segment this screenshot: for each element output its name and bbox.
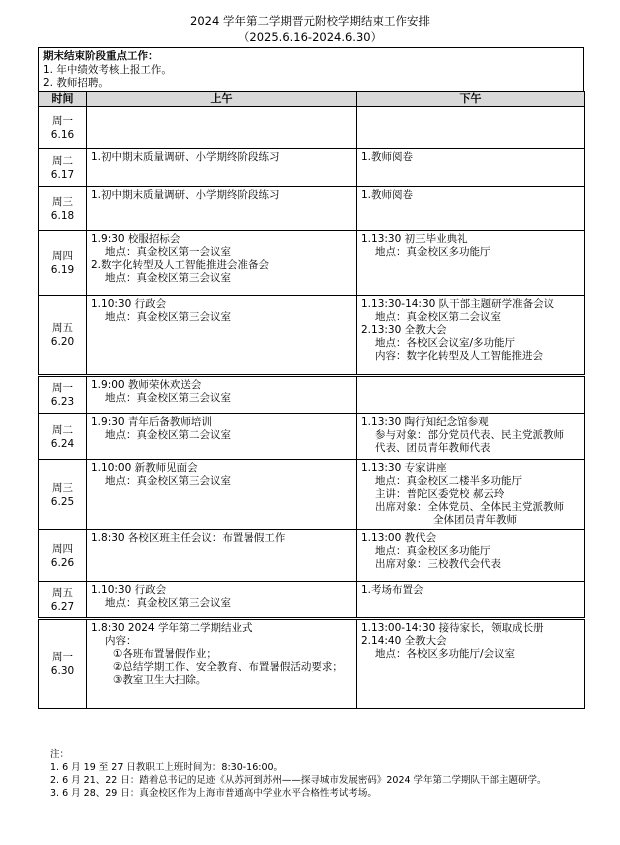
- afternoon-cell: [357, 187, 585, 231]
- schedule-entry: 地点：各校区多功能厅/会议室: [375, 648, 516, 660]
- date: 6.19: [50, 264, 75, 276]
- weekday: 周四: [52, 250, 73, 262]
- header-morning: 上午: [87, 92, 357, 107]
- morning-cell: [87, 187, 357, 231]
- schedule-entry: ②总结学期工作、安全教育、布置暑假活动要求；: [113, 661, 343, 673]
- day-cell: [39, 530, 87, 582]
- note-item: 2. 6 月 21、22 日：踏着总书记的足迹《从苏河到苏州——探寻城市发展密码》2024 学年第二学期队干部主题研学。: [50, 775, 547, 786]
- day-cell: [39, 231, 87, 296]
- schedule-entry: 1.13:30 专家讲座: [361, 462, 447, 474]
- morning-cell: [87, 530, 357, 582]
- schedule-entry: 1.教师阅卷: [361, 151, 414, 163]
- weekday: 周三: [52, 195, 73, 208]
- schedule-entry: 地点：各校区会议室/多功能厅: [375, 337, 516, 349]
- date: 6.16: [50, 128, 75, 141]
- schedule-entry: 1.8:30 各校区班主任会议：布置暑假工作: [91, 532, 286, 544]
- date: 6.20: [50, 336, 75, 348]
- schedule-entry: 地点：真金校区二楼半多功能厅: [375, 475, 522, 487]
- day-cell: [39, 414, 87, 460]
- schedule-entry: 2.数字化转型及人工智能推进会准备会: [91, 259, 270, 271]
- schedule-entry: 地点：真金校区第三会议室: [105, 475, 231, 487]
- schedule-entry: 1.9:30 校服招标会: [91, 233, 181, 245]
- schedule-entry: 1.13:00 教代会: [361, 532, 437, 544]
- schedule-entry: ①各班布置暑假作业；: [113, 648, 217, 660]
- weekday: 周二: [52, 154, 73, 167]
- schedule-entry: 1.初中期末质量调研、小学期终阶段练习: [91, 189, 280, 201]
- schedule-entry: 1.10:30 行政会: [91, 298, 167, 310]
- schedule-entry: 地点：真金校区第三会议室: [105, 597, 231, 609]
- morning-cell: [87, 107, 357, 149]
- header-afternoon: 下午: [357, 92, 585, 107]
- day-cell: [39, 296, 87, 376]
- schedule-table: [38, 91, 585, 709]
- schedule-entry: 1.13:30 初三毕业典礼: [361, 233, 468, 245]
- date: 6.24: [50, 437, 75, 450]
- schedule-entry: 地点：真金校区第二会议室: [105, 429, 231, 441]
- schedule-entry: 代表、团员青年教师代表: [375, 442, 491, 454]
- schedule-entry: 1.13:30-14:30 队干部主题研学准备会议: [361, 298, 555, 310]
- morning-cell: [87, 149, 357, 187]
- morning-cell: [87, 376, 357, 414]
- day-cell: [39, 582, 87, 619]
- date: 6.18: [50, 209, 75, 222]
- weekday: 周一: [52, 382, 73, 394]
- day-cell: [39, 619, 87, 709]
- date: 6.26: [50, 556, 75, 569]
- schedule-entry: 地点：真金校区第一会议室: [105, 246, 231, 258]
- focus-item: 1. 年中绩效考核上报工作。: [43, 63, 172, 76]
- table-row: [39, 296, 585, 376]
- weekday: 周三: [52, 481, 73, 494]
- schedule-entry: 2.14:40 全教大会: [361, 635, 447, 647]
- table-row: [39, 619, 585, 709]
- afternoon-cell: [357, 107, 585, 149]
- schedule-entry: 全体团员青年教师: [433, 514, 517, 526]
- weekday: 周一: [52, 651, 73, 663]
- schedule-entry: 1.教师阅卷: [361, 189, 414, 201]
- date: 6.25: [50, 495, 75, 508]
- table-row: [39, 149, 585, 187]
- date: 6.23: [50, 396, 75, 408]
- day-cell: [39, 149, 87, 187]
- afternoon-cell: [357, 582, 585, 619]
- morning-cell: [87, 582, 357, 619]
- afternoon-cell: [357, 296, 585, 376]
- schedule-entry: 主讲：普陀区委党校 郝云玲: [375, 488, 505, 500]
- schedule-entry: 地点：真金校区第三会议室: [105, 272, 231, 284]
- weekday: 周五: [52, 322, 73, 334]
- schedule-entry: 地点：真金校区第三会议室: [105, 311, 231, 323]
- date: 6.30: [50, 665, 75, 677]
- schedule-entry: 地点：真金校区多功能厅: [375, 246, 491, 258]
- schedule-entry: 参与对象：部分党员代表、民主党派教师: [375, 429, 564, 441]
- schedule-entry: 1.13:00-14:30 接待家长，领取成长册: [361, 622, 544, 634]
- schedule-entry: 1.初中期末质量调研、小学期终阶段练习: [91, 151, 280, 163]
- schedule-entry: 内容：: [105, 635, 137, 647]
- focus-heading: 期末结束阶段重点工作：: [43, 50, 159, 62]
- morning-cell: [87, 619, 357, 709]
- schedule-entry: 1.9:30 青年后备教师培训: [91, 416, 212, 428]
- schedule-entry: 2.13:30 全教大会: [361, 324, 447, 336]
- day-cell: [39, 460, 87, 530]
- day-cell: [39, 107, 87, 149]
- table-row: [39, 530, 585, 582]
- weekday: 周二: [52, 423, 73, 436]
- afternoon-cell: [357, 231, 585, 296]
- morning-cell: [87, 460, 357, 530]
- schedule-entry: 1.13:30 陶行知纪念馆参观: [361, 416, 489, 428]
- schedule-entry: 1.考场布置会: [361, 584, 424, 596]
- header-time: 时间: [39, 92, 87, 107]
- schedule-entry: 内容：数字化转型及人工智能推进会: [375, 350, 543, 362]
- afternoon-cell: [357, 414, 585, 460]
- date-range: （2025.6.16-2024.6.30）: [237, 30, 383, 44]
- note-item: 1. 6 月 19 至 27 日教职工上班时间为：8:30-16:00。: [50, 762, 284, 773]
- schedule-entry: 1.10:00 新教师见面会: [91, 462, 198, 474]
- schedule-entry: 1.9:00 教师荣休欢送会: [91, 379, 202, 391]
- table-row: [39, 460, 585, 530]
- schedule-entry: 出席对象：三校教代会代表: [375, 558, 501, 570]
- day-cell: [39, 187, 87, 231]
- morning-cell: [87, 296, 357, 376]
- table-row: [39, 231, 585, 296]
- page-title: 2024 学年第二学期晋元附校学期结束工作安排: [190, 14, 430, 28]
- weekday: 周一: [52, 114, 73, 127]
- afternoon-cell: [357, 460, 585, 530]
- note-item: 3. 6 月 28、29 日：真金校区作为上海市普通高中学业水平合格性考试考场。: [50, 788, 377, 799]
- schedule-entry: 1.10:30 行政会: [91, 584, 167, 596]
- focus-item: 2. 教师招聘。: [43, 77, 109, 89]
- table-row: [39, 107, 585, 149]
- schedule-entry: 地点：真金校区多功能厅: [375, 545, 491, 557]
- morning-cell: [87, 414, 357, 460]
- notes-label: 注：: [50, 749, 70, 760]
- date: 6.27: [50, 600, 75, 613]
- afternoon-cell: [357, 530, 585, 582]
- focus-box: [38, 47, 584, 91]
- morning-cell: [87, 231, 357, 296]
- schedule-entry: 地点：真金校区第三会议室: [105, 392, 231, 404]
- afternoon-cell: [357, 149, 585, 187]
- schedule-entry: 出席对象：全体党员、全体民主党派教师: [375, 501, 564, 513]
- weekday: 周五: [52, 586, 73, 599]
- afternoon-cell: [357, 376, 585, 414]
- table-row: [39, 582, 585, 619]
- afternoon-cell: [357, 619, 585, 709]
- table-row: [39, 376, 585, 414]
- day-cell: [39, 376, 87, 414]
- table-row: [39, 187, 585, 231]
- notes: [50, 748, 610, 800]
- schedule-entry: 地点：真金校区第二会议室: [375, 311, 501, 323]
- table-row: [39, 414, 585, 460]
- date: 6.17: [50, 168, 75, 181]
- schedule-entry: 1.8:30 2024 学年第二学期结业式: [91, 622, 253, 634]
- schedule-entry: ③教室卫生大扫除。: [113, 674, 207, 686]
- weekday: 周四: [52, 542, 73, 555]
